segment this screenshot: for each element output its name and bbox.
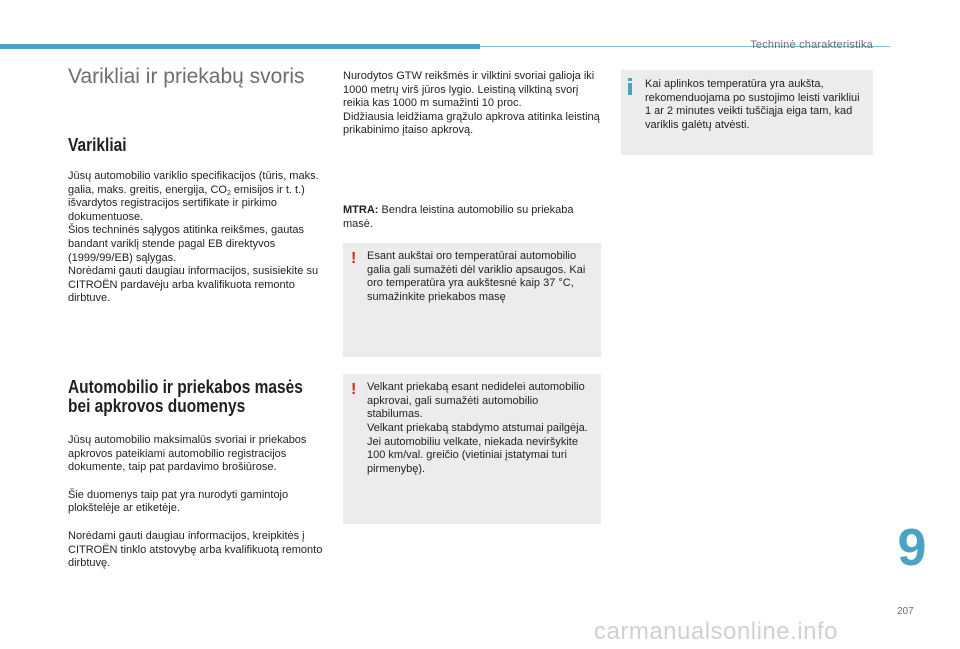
engines-paragraph-2: Šios techninės sąlygos atitinka reikšmes, gautas bandant variklį stende pagal EB direktyvos (1999/99/EB) sąlygas. [68, 224, 305, 264]
chapter-number: 9 [897, 519, 927, 577]
warning-box-temperature [343, 243, 601, 357]
masses-paragraph-1: Jūsų automobilio maksimalūs svoriai ir priekabos apkrovos pateikiami automobilio registracijos dokumente, taip pat pardavimo brošiūrose. [68, 433, 307, 474]
masses-paragraph-3: Norėdami gauti daugiau informacijos, kreipkitės į CITROËN tinklo atstovybę arba kvalifikuotą remonto dirbtuvę. [68, 529, 323, 570]
watermark: carmanualsonline.info [594, 618, 838, 645]
column-middle [343, 70, 601, 524]
warning-box-towing [343, 374, 601, 524]
mtra-paragraph [343, 204, 601, 231]
page-title: Varikliai ir priekabų svoris [68, 65, 305, 88]
mtra-text: Bendra leistina automobilio su priekaba masė. [343, 203, 574, 230]
info-icon [628, 78, 632, 95]
page-number: 207 [897, 606, 914, 617]
header-accent-bar [0, 44, 480, 49]
mtra-label: MTRA: [343, 203, 379, 216]
info-cooling-text: Kai aplinkos temperatūra yra aukšta, rekomenduojama po sustojimo leisti varikliui 1 ar 2 minutes veikti tuščiąja eiga tam, kad variklis galėtų atvėsti. [645, 78, 860, 131]
chapter-header-title: Techninė charakteristika [750, 39, 873, 51]
warning-towing-text-2: Velkant priekabą stabdymo atstumai pailgėja. [367, 421, 588, 434]
warning-icon: ! [351, 381, 357, 399]
column-left [68, 64, 326, 571]
column-right [621, 70, 873, 155]
warning-towing-text-1: Velkant priekabą esant nedidelei automobilio apkrovai, gali sumažėti automobilio stabilumas. [367, 381, 585, 421]
masses-paragraph-2: Šie duomenys taip pat yra nurodyti gamintojo plokštelėje ar etiketėje. [68, 488, 289, 515]
section-title-masses [68, 378, 326, 416]
info-box-cooling [621, 70, 873, 155]
drawbar-paragraph: Didžiausia leidžiama grąžulo apkrova atitinka leistiną prikabinimo įtaiso apkrovą. [343, 110, 600, 137]
warning-icon: ! [351, 250, 357, 268]
gtw-paragraph: Nurodytos GTW reikšmės ir vilktini svoriai galioja iki 1000 metrų virš jūros lygio. Leistiną vilktiną svorį reikia kas 1000 m sumažinti 10 proc. [343, 70, 595, 110]
warning-temperature-text: Esant aukštai oro temperatūrai automobilio galia gali sumažėti dėl variklio apsaugos. Kai oro temperatūra yra aukštesnė kaip 37 °C, sumažinkite priekabos masę [367, 250, 586, 303]
engines-p1-text: Jūsų automobilio variklio specifikacijos (tūris, maks. galia, maks. greitis, energija, CO [68, 170, 319, 196]
engines-paragraph-1 [68, 170, 326, 224]
section-title-engines: Varikliai [68, 135, 127, 155]
section-title-masses-line1: Automobilio ir priekabos masės [68, 376, 303, 397]
engines-paragraph-3: Norėdami gauti daugiau informacijos, susisiekite su CITROËN pardavėju arba kvalifikuota remonto dirbtuve. [68, 265, 319, 305]
section-title-masses-line2: bei apkrovos duomenys [68, 395, 246, 416]
warning-towing-text-3: Jei automobiliu velkate, niekada neviršykite 100 km/val. greičio (vietiniai įstatymai turi pirmenybę). [367, 435, 578, 475]
engines-p1-text-end: emisijos ir t. t.) išvardytos registracijos sertifikate ir pirkimo dokumentuose. [68, 183, 305, 223]
co2-subscript: 2 [226, 189, 231, 197]
